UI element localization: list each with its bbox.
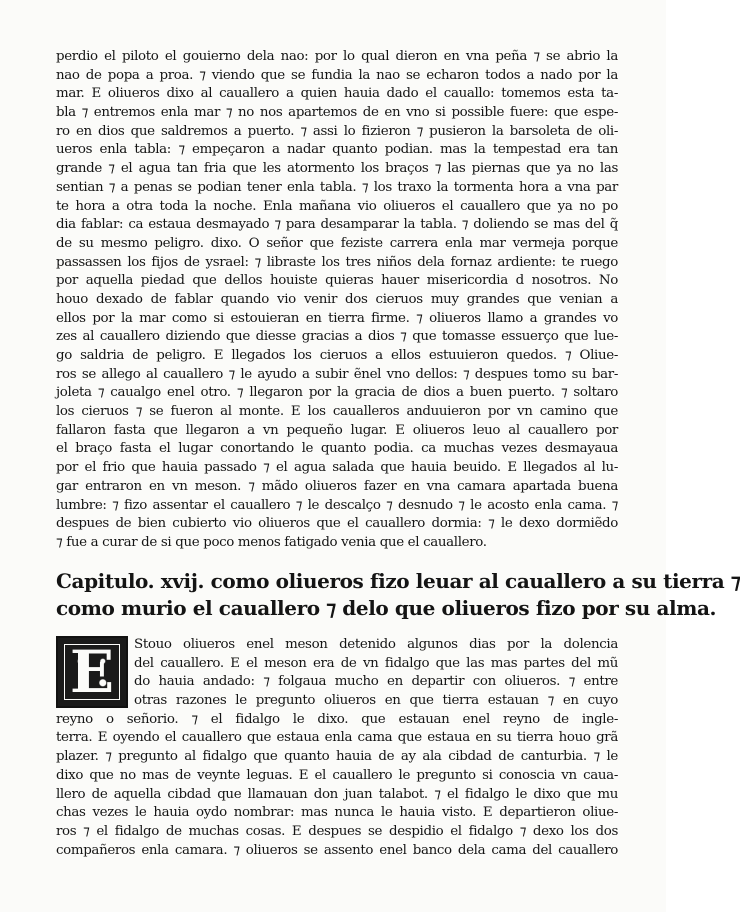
bottom-paragraph <box>56 636 618 860</box>
text-line: dixo que no mas de veynte leguas. E el cauallero le pregunto si conoscia vn caua- <box>56 767 618 783</box>
text-line: ⁊ fue a curar de si que poco menos fatigado venia que el cauallero. <box>56 534 487 550</box>
text-line: Stouo oliueros enel meson detenido algunos dias por la dolencia <box>134 637 618 652</box>
text-line: llero de aquella cibdad que llamauan don juan talabot. ⁊ el fidalgo le dixo que mu <box>56 786 618 802</box>
text-line: ueros enla tabla: ⁊ empeçaron a nadar quanto podian. mas la tempestad era tan <box>56 142 618 158</box>
text-line: gar entraron en vn meson. ⁊ mãdo oliueros fazer en vna camara apartada buena <box>56 478 618 494</box>
text-line: fallaron fasta que llegaron a vn pequeño lugar. E oliueros leuo al cauallero por <box>56 422 618 438</box>
text-line: zes al cauallero diziendo que diesse gracias a dios ⁊ que tomasse essuerço que lue- <box>56 329 618 345</box>
text-line: dia fablar: ca estaua desmayado ⁊ para desamparar la tabla. ⁊ doliendo se mas del q̃ <box>56 217 618 233</box>
text-line: el braço fasta el lugar conortando le quanto podia. ca muchas vezes desmayaua <box>56 441 618 457</box>
text-line: plazer. ⁊ pregunto al fidalgo que quanto hauia de ay ala cibdad de canturbia. ⁊ le <box>56 749 618 765</box>
text-line: bla ⁊ entremos enla mar ⁊ no nos apartemos de en vno si possible fuere: que espe- <box>56 105 618 121</box>
text-line: despues de bien cubierto vio oliueros que el cauallero dormia: ⁊ le dexo dormiẽdo <box>56 516 618 532</box>
text-line: perdio el piloto el gouierno dela nao: por lo qual dieron en vna peña ⁊ se abrio la <box>56 49 618 64</box>
text-line: ro en dios que saldremos a puerto. ⁊ assi lo fizieron ⁊ pusieron la barsoleta de oli- <box>56 123 618 139</box>
text-line: reyno o señorio. ⁊ el fidalgo le dixo. que estauan enel reyno de ingle- <box>56 711 618 727</box>
heading-line: como murio el cauallero ⁊ delo que oliueros fizo por su alma. <box>56 596 717 620</box>
text-line: te hora a otra toda la noche. Enla mañana vio oliueros el cauallero que ya no po <box>56 198 618 214</box>
text-line: ros se allego al cauallero ⁊ le ayudo a subir ẽnel vno dellos: ⁊ despues tomo su bar- <box>56 366 618 382</box>
text-line: sentian ⁊ a penas se podian tener enla tabla. ⁊ los traxo la tormenta hora a vna par <box>56 179 618 195</box>
text-line: nao de popa a proa. ⁊ viendo que se fundia la nao se echaron todos a nado por la <box>56 67 618 83</box>
text-line: compañeros enla camara. ⁊ oliueros se assento enel banco dela cama del cauallero <box>56 842 618 858</box>
text-line: lumbre: ⁊ fizo assentar el cauallero ⁊ le descalço ⁊ desnudo ⁊ le acosto enla cama. ⁊ <box>56 497 618 513</box>
text-line: de su mesmo peligro. dixo. O señor que feziste carrera enla mar vermeja porque <box>56 235 618 251</box>
text-line: passassen los fijos de ysrael: ⁊ libraste los tres niños dela fornaz ardiente: te ruego <box>56 254 618 270</box>
text-line: grande ⁊ el agua tan fria que les atormento los braços ⁊ las piernas que ya no las <box>56 161 618 177</box>
text-line: chas vezes le hauia oydo nombrar: mas nunca le hauia visto. E departieron oliue- <box>56 805 618 821</box>
text-line: go saldria de peligro. E llegados los cieruos a ellos estuuieron quedos. ⁊ Oliue- <box>56 348 618 363</box>
top-paragraph <box>56 48 618 553</box>
chapter-heading <box>56 568 740 622</box>
text-line: ellos por la mar como si estouieran en tierra firme. ⁊ oliueros llamo a grandes vo <box>56 310 618 326</box>
text-line: mar. E oliueros dixo al cauallero a quien hauia dado el cauallo: tomemos esta ta- <box>56 86 618 102</box>
text-line: los cieruos ⁊ se fueron al monte. E los caualleros anduuieron por vn camino que <box>56 404 618 420</box>
text-line: por el frio que hauia passado ⁊ el agua salada que hauia beuido. E llegados al lu- <box>56 460 618 476</box>
text-line: por aquella piedad que dellos houiste quieras hauer misericordia d nosotros. No <box>56 273 618 289</box>
text-line: do hauia andado: ⁊ folgaua mucho en departir con oliueros. ⁊ entre <box>134 674 618 690</box>
text-line: houo dexado de fablar quando vio venir dos cieruos muy grandes que venian a <box>56 291 618 307</box>
text-line: joleta ⁊ caualgo enel otro. ⁊ llegaron por la gracia de dios a buen puerto. ⁊ soltaro <box>56 385 618 401</box>
heading-line: Capitulo. xvij. como oliueros fizo leuar al cauallero a su tierra ⁊ <box>56 569 740 593</box>
text-line: ros ⁊ el fidalgo de muchas cosas. E despues se despidio el fidalgo ⁊ dexo los dos <box>56 823 618 839</box>
text-line: otras razones le pregunto oliueros en que tierra estauan ⁊ en cuyo <box>134 693 618 709</box>
initial-letter: E <box>69 638 115 706</box>
text-line: del cauallero. E el meson era de vn fidalgo que las mas partes del mũ <box>134 655 618 671</box>
text-line: terra. E oyendo el cauallero que estaua enla cama que estaua en su tierra houo grã <box>56 730 618 746</box>
